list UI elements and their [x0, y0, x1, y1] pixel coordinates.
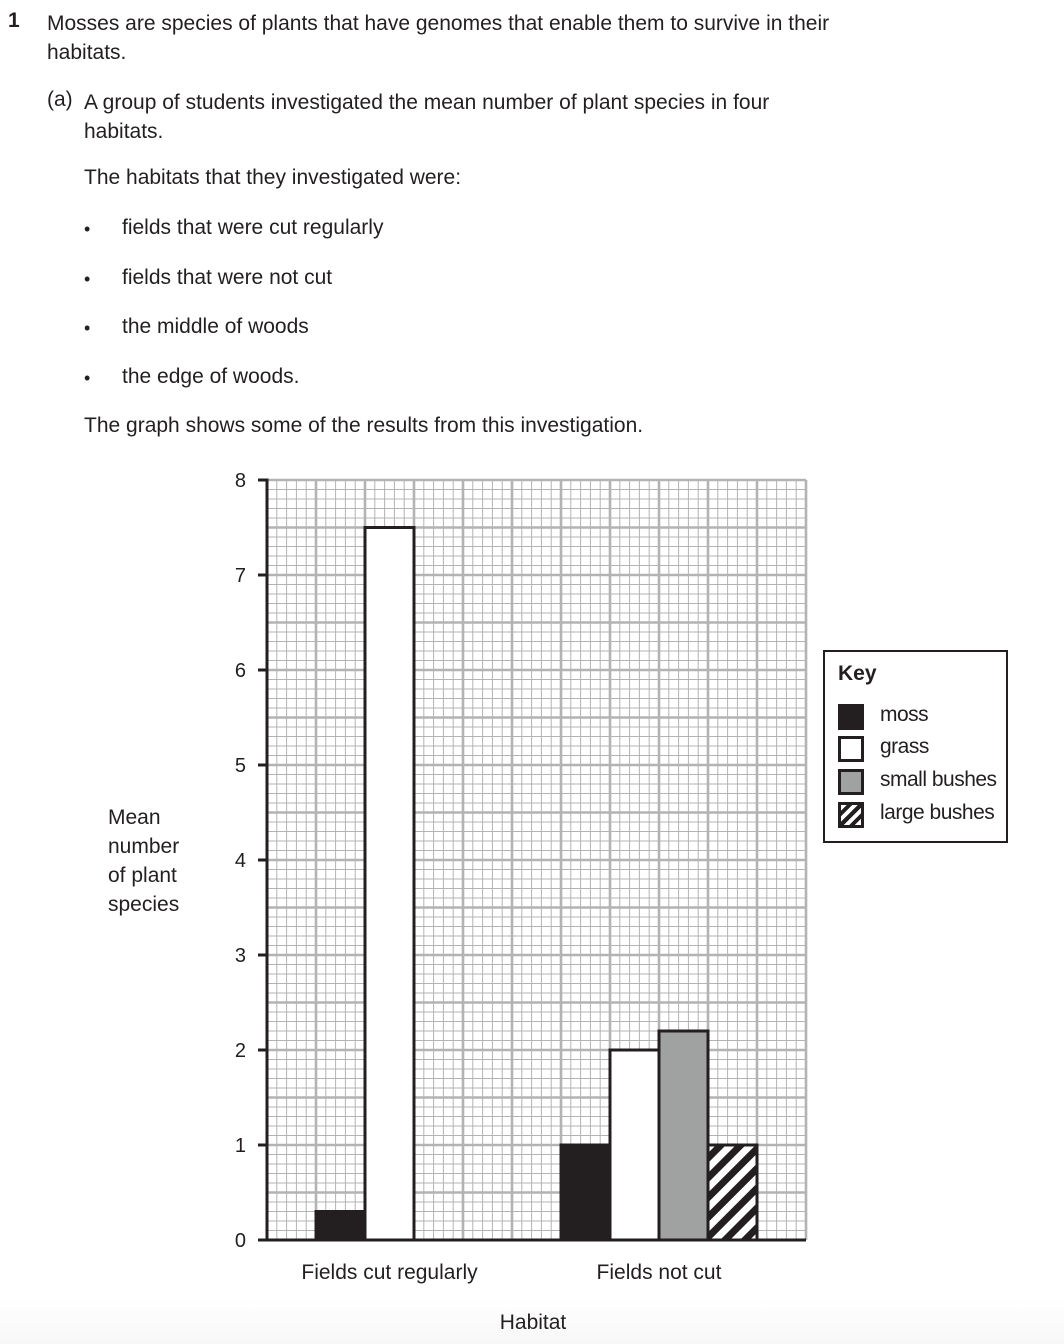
bullet-icon: • — [84, 269, 91, 289]
large-bushes-swatch-icon — [838, 802, 864, 828]
chart-bars — [316, 528, 757, 1241]
habitat-item: the middle of woods — [122, 315, 309, 338]
y-tick-label: 2 — [234, 1040, 246, 1062]
bar-moss-1 — [316, 1212, 365, 1241]
habitat-item: the edge of woods. — [122, 365, 300, 388]
y-tick-label: 0 — [234, 1230, 246, 1252]
y-axis-label-line: number — [108, 835, 180, 858]
graph-intro: The graph shows some of the results from this investigation. — [84, 414, 644, 437]
part-text-line-1: A group of students investigated the mean number of plant species in four — [84, 91, 770, 114]
legend-title: Key — [838, 662, 877, 685]
bar-moss-2 — [561, 1145, 610, 1240]
y-axis-label-line: species — [108, 893, 180, 916]
bar-grass-1 — [365, 528, 414, 1241]
bar-small-bushes-2 — [659, 1031, 708, 1240]
habitat-item: fields that were not cut — [122, 266, 333, 289]
y-tick-label: 3 — [234, 945, 246, 967]
habitat-item: fields that were cut regularly — [122, 216, 384, 239]
bullet-icon: • — [84, 219, 91, 239]
y-tick-label: 4 — [234, 850, 246, 872]
x-axis-label: Habitat — [499, 1311, 567, 1334]
bullet-icon: • — [84, 368, 91, 388]
legend-label: moss — [880, 703, 929, 726]
legend-label: grass — [880, 735, 929, 758]
y-axis-label-line: Mean — [108, 806, 161, 829]
small-bushes-swatch-icon — [838, 769, 864, 795]
bullet-icon: • — [84, 318, 91, 338]
y-tick-label: 7 — [234, 565, 246, 587]
chart-grid — [267, 480, 806, 1240]
y-tick-labels — [235, 470, 267, 1252]
question-number: 1 — [8, 9, 20, 32]
y-tick-label: 1 — [234, 1135, 246, 1157]
bar-grass-2 — [610, 1050, 659, 1240]
y-tick-label: 5 — [234, 755, 246, 777]
legend-label: small bushes — [880, 768, 997, 791]
habitats-intro: The habitats that they investigated were: — [84, 166, 462, 189]
legend — [823, 650, 1008, 843]
y-tick-label: 6 — [234, 660, 246, 682]
x-category-label: Fields not cut — [596, 1261, 722, 1284]
part-label: (a) — [47, 88, 73, 111]
part-text-line-2: habitats. — [84, 120, 164, 143]
x-category-labels — [301, 1261, 721, 1284]
question-intro-line-2: habitats. — [47, 41, 127, 64]
y-axis-label-line: of plant — [108, 864, 177, 887]
moss-swatch-icon — [838, 704, 864, 730]
bar-large-bushes-2 — [708, 1145, 757, 1240]
question-intro-line-1: Mosses are species of plants that have genomes that enable them to survive in their — [47, 12, 830, 35]
y-tick-label: 8 — [234, 470, 246, 492]
grass-swatch-icon — [838, 736, 864, 762]
x-category-label: Fields cut regularly — [301, 1261, 478, 1284]
legend-label: large bushes — [880, 801, 995, 824]
